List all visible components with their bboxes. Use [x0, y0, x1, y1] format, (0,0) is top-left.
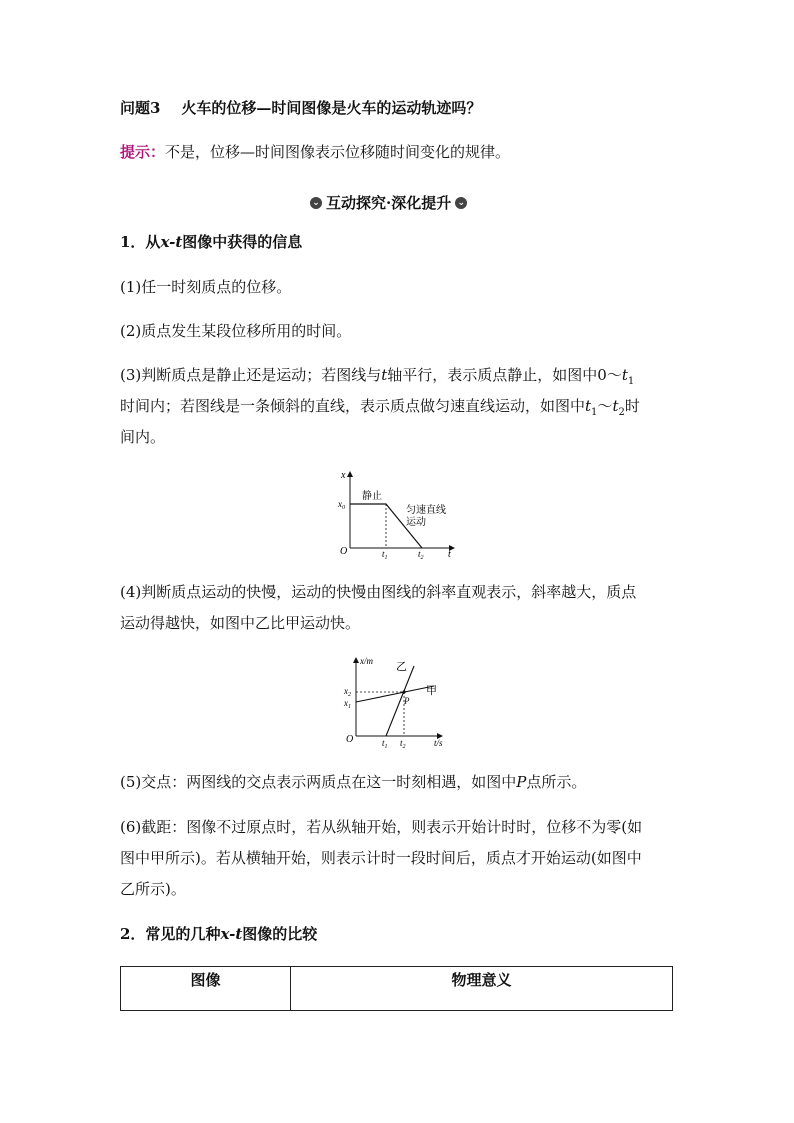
item1-p4-line2: 运动得越快，如图中乙比甲运动快。 [120, 614, 361, 632]
item1-p2: (2)质点发生某段位移所用的时间。 [120, 322, 352, 340]
fig2-line-yi [386, 666, 414, 736]
fig1-label-static: 静止 [362, 491, 382, 502]
p3-var-t1-sub: 1 [627, 376, 635, 387]
p3-line2-t1-sub: 1 [591, 407, 598, 418]
fig2-point-p [402, 690, 405, 693]
hint-label: 提示： [120, 143, 166, 161]
fig2-t2: $t_2$ [400, 738, 406, 750]
fig1-y-label: x [341, 470, 346, 481]
fig1-t2: $t_2$ [418, 549, 424, 560]
p3-line2-text: 时间内；若图线是一条倾斜的直线，表示质点做匀速直线运动，如图中 [120, 397, 586, 415]
item1-p5 [120, 772, 586, 792]
section-title [310, 192, 467, 213]
item1-p1: (1)任一时刻质点的位移。 [120, 278, 292, 296]
item1-heading-var: x-t [160, 233, 183, 251]
figure-2-jia-yi [338, 652, 458, 750]
p3-line2-end: 时 [624, 397, 640, 415]
item1-p3-line2 [120, 396, 640, 423]
item1-p6-line1: (6)截距：图像不过原点时，若从纵轴开始，则表示开始计时时，位移不为零(如 [120, 818, 643, 836]
question-label: 问题3 [120, 99, 161, 117]
item1-heading-suffix: 图像中获得的信息 [182, 233, 303, 251]
item1-p6-line2: 图中甲所示)。若从横轴开始，则表示计时一段时间后，质点才开始运动(如图中 [120, 849, 642, 867]
p3-var-t: t [381, 366, 388, 384]
fig2-y-label: x/m [360, 656, 373, 666]
hint-text: 不是，位移—时间图像表示位移随时间变化的规律。 [165, 143, 511, 161]
fig2-line-jia [356, 686, 434, 702]
fig2-label-p: P [404, 696, 410, 706]
comparison-table [120, 966, 673, 1011]
fig2-label-yi: 乙 [396, 661, 407, 673]
fig2-x2: $x_2$ [344, 686, 351, 698]
p5-var-p: P [516, 773, 527, 791]
fig2-x1: $x_1$ [344, 698, 351, 710]
table-header-image: 图像 [121, 967, 291, 1010]
item2-heading [120, 924, 317, 944]
fig1-x0: $x_0$ [338, 499, 345, 511]
item1-p3-line1 [120, 365, 634, 392]
item1-heading [120, 232, 302, 252]
fig1-origin: O [340, 546, 348, 557]
fig1-label-uniform-1: 匀速直线 [406, 505, 446, 516]
item1-p4-line1: (4)判断质点运动的快慢，运动的快慢由图线的斜率直观表示，斜率越大，质点 [120, 583, 637, 601]
p3-var-t1: t [621, 366, 628, 384]
item2-heading-var: x-t [220, 925, 243, 943]
p3-text-b: 轴平行，表示质点静止，如图中0～ [387, 366, 622, 384]
question-line [120, 98, 481, 118]
hint-line [120, 142, 510, 162]
p3-line2-t2-sub: 2 [618, 407, 625, 418]
chevron-down-icon: ⌄ [455, 197, 467, 209]
p3-line2-t2: t [612, 397, 619, 415]
fig2-origin: O [346, 734, 354, 745]
fig2-x-label: t/s [434, 738, 443, 748]
section-title-text: 互动探究·深化提升 [326, 194, 452, 212]
table-header-meaning: 物理意义 [451, 971, 512, 989]
item1-p6-line3: 乙所示)。 [120, 880, 186, 898]
p3-line2-t1: t [585, 397, 592, 415]
fig2-t1: $t_1$ [382, 738, 388, 750]
figure-1-static-uniform [330, 468, 470, 560]
fig2-label-jia: 甲 [426, 685, 437, 697]
item1-p3-line3: 间内。 [120, 428, 166, 446]
p5-text-b: 点所示。 [526, 773, 587, 791]
chevron-down-icon: ⌄ [310, 197, 322, 209]
item2-heading-prefix: 2．常见的几种 [120, 925, 221, 943]
item2-heading-suffix: 图像的比较 [242, 925, 318, 943]
fig1-t1: $t_1$ [382, 549, 388, 560]
item1-heading-prefix: 1．从 [120, 233, 161, 251]
fig1-x-label: t [448, 549, 451, 560]
p5-text-a: (5)交点：两图线的交点表示两质点在这一时刻相遇，如图中 [120, 773, 517, 791]
p3-line2-tilde: ～ [597, 397, 613, 415]
question-text: 火车的位移—时间图像是火车的运动轨迹吗？ [181, 99, 482, 117]
fig1-label-uniform-2: 运动 [406, 517, 426, 528]
p3-text-a: (3)判断质点是静止还是运动；若图线与 [120, 366, 382, 384]
